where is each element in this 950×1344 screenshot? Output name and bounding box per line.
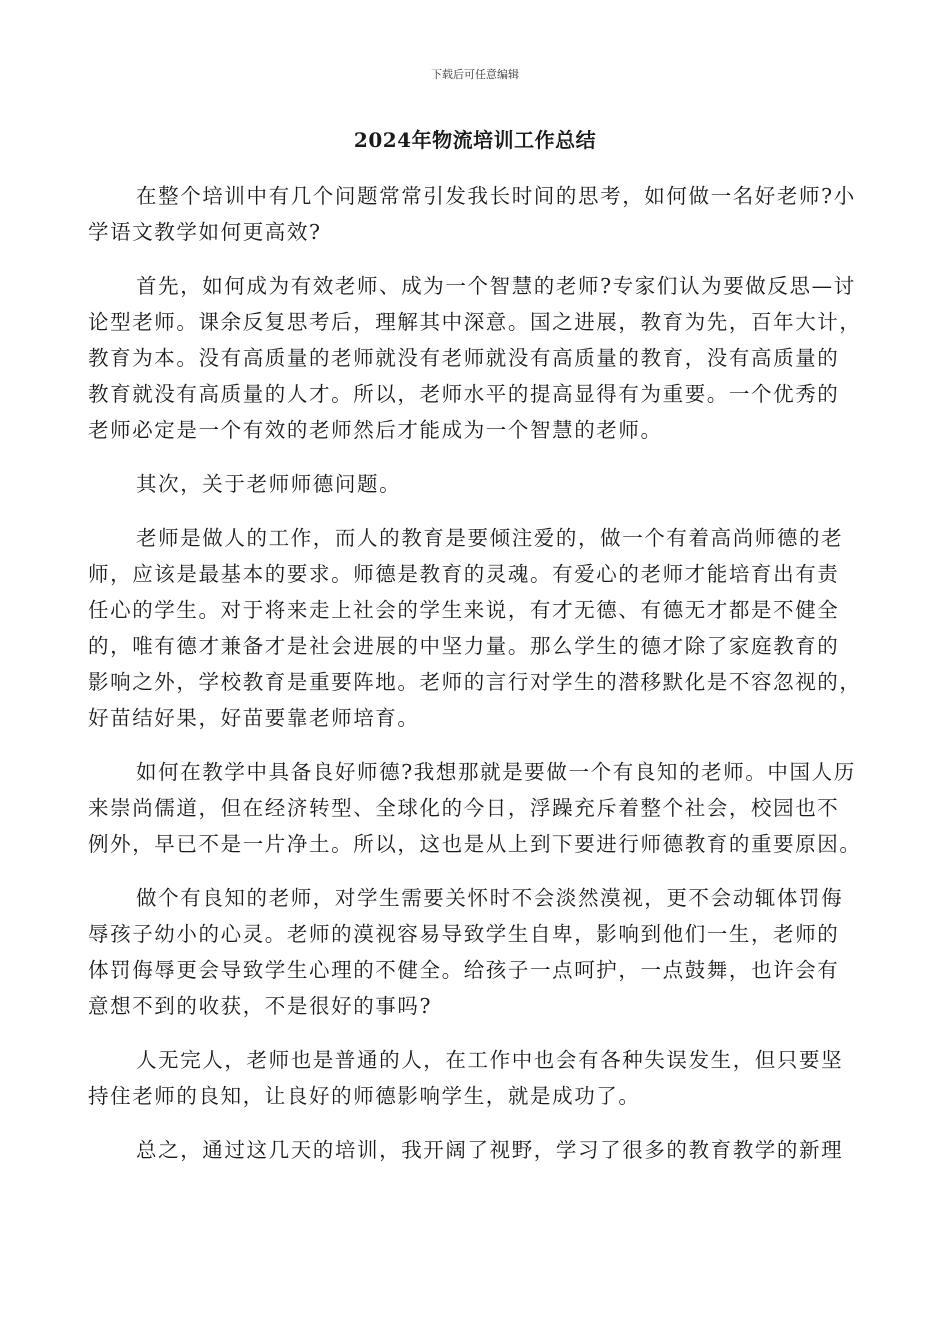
paragraph-line: 首先，如何成为有效老师、成为一个智慧的老师?专家们认为要做反思—讨 [136,274,856,298]
paragraph-line: 做个有良知的老师，对学生需要关怀时不会淡然漠视，更不会动辄体罚侮 [136,886,844,910]
paragraph-line: 意想不到的收获，不是很好的事吗? [88,994,433,1018]
paragraph-line: 如何在教学中具备良好师德?我想那就是要做一个有良知的老师。中国人历 [136,760,856,784]
paragraph-line: 影响之外，学校教育是重要阵地。老师的言行对学生的潜移默化是不容忽视的， [88,670,862,694]
paragraph-line: 来崇尚儒道，但在经济转型、全球化的今日，浮躁充斥着整个社会，校园也不 [88,796,840,820]
paragraph-line: 教育就没有高质量的人才。所以，老师水平的提高显得有为重要。一个优秀的 [88,382,840,406]
paragraph-line: 辱孩子幼小的心灵。老师的漠视容易导致学生自卑，影响到他们一生，老师的 [88,922,840,946]
paragraph [88,520,860,736]
paragraph-line: 例外，早已不是一片净土。所以，这也是从上到下要进行师德教育的重要原因。 [88,832,862,856]
paragraph-line: 其次，关于老师师德问题。 [136,472,402,496]
paragraph-line: 人无完人，老师也是普通的人，在工作中也会有各种失误发生，但只要坚 [136,1048,844,1072]
paragraph-line: 老师是做人的工作，而人的教育是要倾注爱的，做一个有着高尚师德的老 [136,526,844,550]
paragraph-line: 在整个培训中有几个问题常常引发我长时间的思考，如何做一名好老师?小 [136,184,856,208]
paragraph [88,1042,860,1114]
paragraph-line: 教育为本。没有高质量的老师就没有老师就没有高质量的教育，没有高质量的 [88,346,840,370]
paragraph-line: 总之，通过这几天的培训，我开阔了视野，学习了很多的教育教学的新理 [136,1138,844,1162]
paragraph-line: 的，唯有德才兼备才是社会进展的中坚力量。那么学生的德才除了家庭教育的 [88,634,840,658]
paragraph-line: 论型老师。课余反复思考后，理解其中深意。国之进展，教育为先，百年大计， [88,310,862,334]
paragraph-line: 体罚侮辱更会导致学生心理的不健全。给孩子一点呵护，一点鼓舞，也许会有 [88,958,840,982]
header-note: 下载后可任意编辑 [431,68,519,81]
paragraph [88,1132,860,1168]
paragraph-line: 持住老师的良知，让良好的师德影响学生，就是成功了。 [88,1084,641,1108]
paragraph-line: 师，应该是最基本的要求。师德是教育的灵魂。有爱心的老师才能培育出有责 [88,562,840,586]
paragraph-line: 任心的学生。对于将来走上社会的学生来说，有才无德、有德无才都是不健全 [88,598,840,622]
document-title: 2024年物流培训工作总结 [353,128,597,152]
paragraph [88,754,860,862]
paragraph-line: 老师必定是一个有效的老师然后才能成为一个智慧的老师。 [88,418,663,442]
document-body [88,178,860,1186]
paragraph-line: 学语文教学如何更高效? [88,220,322,244]
paragraph [88,178,860,250]
paragraph [88,466,860,502]
paragraph [88,880,860,1024]
paragraph-line: 好苗结好果，好苗要靠老师培育。 [88,706,420,730]
paragraph [88,268,860,448]
